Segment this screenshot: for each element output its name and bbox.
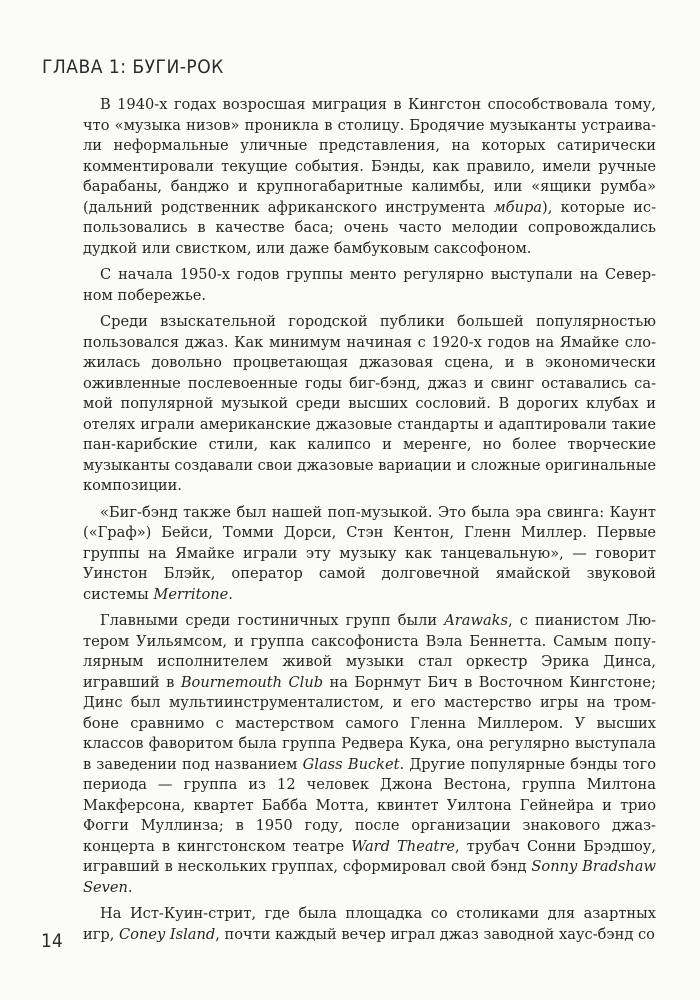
page-number: 14 <box>41 930 63 952</box>
paragraph: «Биг-бэнд также был нашей поп-музыкой. Это была эра свинга: Каунт («Граф») Бейси, Томми Дорси, Стэн Кентон, Гленн Миллер. Первые группы на Ямайке играли эту музыку как танцевальную», — говорит Уинстон Блэйк, оператор самой долговечной ямайской звуковой системы Merritone. <box>83 503 656 603</box>
paragraph: В 1940-х годах возросшая миграция в Кингстон способствовала тому, что «музыка низов» проникла в столицу. Бродячие музыканты устраивали неформальные уличные представления, на которых сатирически комментировали текущие события. Бэнды, как правило, имели ручные барабаны, банджо и крупногабаритные калимбы, или «ящики румба» (дальний родственник африканского инструмента мбира), которые использовались в качестве баса; очень часто мелодии сопровождались дудкой или свистком, или даже бамбуковым саксофоном. <box>83 96 656 257</box>
paragraph: Главными среди гостиничных групп были Arawaks, с пианистом Лютером Уильямсом, и группа саксофониста Вэла Беннетта. Самым популярным исполнителем живой музыки стал оркестр Эрика Динса, игравший в Bournemouth Club на Борнмут Бич в Восточном Кингстоне; Динс был мультиинструменталистом, и его мастерство игры на тромбоне сравнимо с мастерством самого Гленна Миллером. У высших классов фаворитом была группа Редвера Кука, она регулярно выступала в заведении под названием Glass Bucket. Другие популярные бэнды того периода — группа из 12 человек Джона Вестона, группа Милтона Макферсона, квартет Бабба Мотта, квинтет Уилтона Гейнейра и трио Фогги Муллинза; в 1950 году, после организации знакового джаз-концерта в кингстонском театре Ward Theatre, трубач Сонни Брэдшоу, игравший в нескольких группах, сформировал свой бэнд Sonny Bradshaw Seven. <box>83 612 657 896</box>
chapter-title: ГЛАВА 1: БУГИ-РОК <box>42 56 224 78</box>
paragraph: Среди взыскательной городской публики большей популярностью пользовался джаз. Как минимум начиная с 1920-х годов на Ямайке сложилась довольно процветающая джазовая сцена, и в экономически оживленные послевоенные годы биг-бэнд, джаз и свинг оставались самой популярной музыкой среди высших сословий. В дорогих клубах и отелях играли американские джазовые стандарты и адаптировали такие пан-карибские стили, как калипсо и меренге, но более творческие музыканты создавали свои джазовые вариации и сложные оригинальные композиции. <box>83 313 656 494</box>
paragraph: На Ист-Куин-стрит, где была площадка со столиками для азартных игр, Coney Island, почти каждый вечер играл джаз заводной хаус-бэнд со <box>83 905 656 943</box>
body-text <box>83 95 656 951</box>
paragraph: С начала 1950-х годов группы менто регулярно выступали на Северном побережье. <box>83 266 656 304</box>
